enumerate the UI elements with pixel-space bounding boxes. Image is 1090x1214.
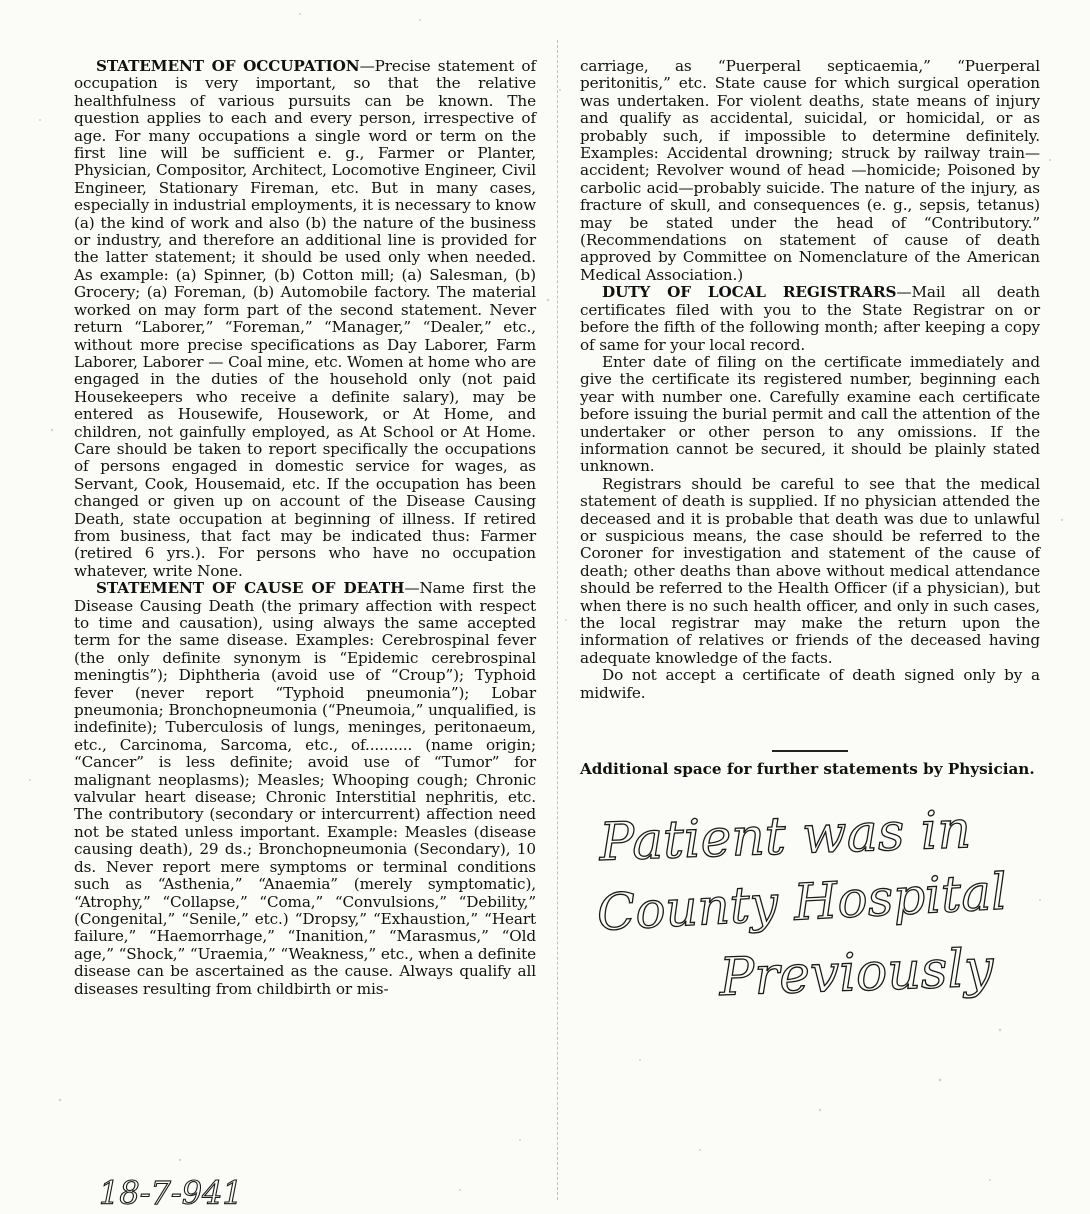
bottom-number-text: 18-7-941	[99, 1174, 243, 1212]
physician-handwritten-note	[590, 790, 1040, 1020]
column-divider	[557, 40, 559, 1200]
registrars-paragraph	[580, 284, 1040, 354]
additional-space-label: Additional space for further statements by Physician.	[580, 760, 1035, 778]
left-column	[74, 58, 536, 998]
filing-paragraph: Enter date of filing on the certificate immediately and give the certificate its registered number, beginning each year with number one. Carefully examine each certificate before issuing the burial permit and call the attention of the undertaker or other person to any omissions. If the information cannot be secured, it should be plainly stated unknown.	[580, 352, 1040, 476]
registrars-text: —Mail all death certificates filed with you to the State Registrar on or before the fifth of the following month; after keeping a copy of same for your local record.	[580, 283, 1040, 354]
bottom-handwritten-number	[95, 1172, 275, 1212]
careful-paragraph: Registrars should be careful to see that the medical statement of death is supplied. If no physician attended the deceased and it is probable that death was due to unlawful or suspicious means, the case should be referred to the Coroner for investigation and statement of the cause of death; other deaths than above without medical attendance should be referred to the Health Officer (if a physician), but when there is no such health officer, and only in such cases, the local registrar may make the return upon the information of relatives or friends of the deceased having adequate knowledge of the facts.	[580, 474, 1040, 667]
occupation-heading: STATEMENT OF OCCUPATION	[96, 57, 360, 75]
occupation-text: —Precise statement of occupation is very important, so that the relative healthfulness of various pursuits can be known. The question applies to each and every person, irrespective of age. For many occupations a single word or term on the first line will be sufficient e. g., Farmer or Planter, Physician, Compositor, Architect, Locomotive Engineer, Civil Engineer, Stationary Fireman, etc. But in many cases, especially in industrial employments, it is necessary to know (a) the kind of work and also (b) the nature of the business or industry, and therefore an additional line is provided for the latter statement; it should be used only when needed. As example: (a) Spinner, (b) Cotton mill; (a) Salesman, (b) Grocery; (a) Foreman, (b) Automobile factory. The material worked on may form part of the second statement. Never return “Laborer,” “Foreman,” “Manager,” “Dealer,” etc., without more precise specifications as Day Laborer, Farm Laborer, Laborer — Coal mine, etc. Women at home who are engaged in the duties of the household only (not paid Housekeepers who receive a definite salary), may be entered as Housewife, Housework, or At Home, and children, not gainfully employed, as At School or At Home. Care should be taken to report specifically the occupations of persons engaged in domestic service for wages, as Servant, Cook, Housemaid, etc. If the occupation has been changed or given up on account of the Disease Causing Death, state occupation at beginning of illness. If retired from business, that fact may be indicated thus: Farmer (retired 6 yrs.). For persons who have no occupation whatever, write None.	[74, 57, 536, 580]
section-rule	[772, 750, 848, 752]
occupation-paragraph	[74, 58, 536, 580]
cause-heading: STATEMENT OF CAUSE OF DEATH	[96, 579, 405, 598]
registrars-heading: DUTY OF LOCAL REGISTRARS	[602, 283, 897, 302]
cause-text: —Name first the Disease Causing Death (the primary affection with respect to time and causation), using always the same accepted term for the same disease. Examples: Cerebrospinal fever (the only definite synonym is “Epidemic cerebrospinal meningtis”); Diphtheria (avoid use of “Croup”); Typhoid fever (never report “Typhoid pneumonia”); Lobar pneumonia; Bronchopneumonia (“Pneumoia,” unqualified, is indefinite); Tuberculosis of lungs, meninges, peritonaeum, etc., Carcinoma, Sarcoma, etc., of.......... (name origin; “Cancer” is less definite; avoid use of “Tumor” for malignant neoplasms); Measles; Whooping cough; Chronic valvular heart disease; Chronic Interstitial nephritis, etc. The contributory (secondary or intercurrent) affection need not be stated unless important. Example: Measles (disease causing death), 29 ds.; Bronchopneumonia (Secondary), 10 ds. Never report mere symptoms or terminal conditions such as “Asthenia,” “Anaemia” (merely symptomatic), “Atrophy,” “Collapse,” “Coma,” “Convulsions,” “Debility,” (Congenital,” “Senile,” etc.) “Dropsy,” “Exhaustion,” “Heart failure,” “Haemorrhage,” “Inanition,” “Marasmus,” “Old age,” “Shock,” “Uraemia,” “Weakness,” etc., when a definite disease can be ascertained as the cause. Always qualify all diseases resulting from childbirth or mis-	[74, 579, 537, 998]
right-column	[580, 58, 1040, 702]
cause-continued-paragraph: carriage, as “Puerperal septicaemia,” “Puerperal peritonitis,” etc. State cause for which surgical operation was undertaken. For violent deaths, state means of injury and qualify as accidental, suicidal, or homicidal, or as probably such, if impossible to determine definitely. Examples: Accidental drowning; struck by railway train—accident; Revolver wound of head —homicide; Poisoned by carbolic acid—probably suicide. The nature of the injury, as fracture of skull, and consequences (e. g., sepsis, tetanus) may be stated under the head of “Contributory.” (Recommendations on statement of cause of death approved by Committee on Nomenclature of the American Medical Association.)	[580, 57, 1040, 284]
midwife-paragraph: Do not accept a certificate of death signed only by a midwife.	[580, 666, 1040, 702]
handwriting-line-2: County Hospital	[595, 862, 1009, 942]
cause-paragraph	[74, 580, 536, 998]
handwriting-line-1: Patient was in	[598, 800, 972, 873]
handwriting-line-3: Previously	[718, 938, 995, 1008]
